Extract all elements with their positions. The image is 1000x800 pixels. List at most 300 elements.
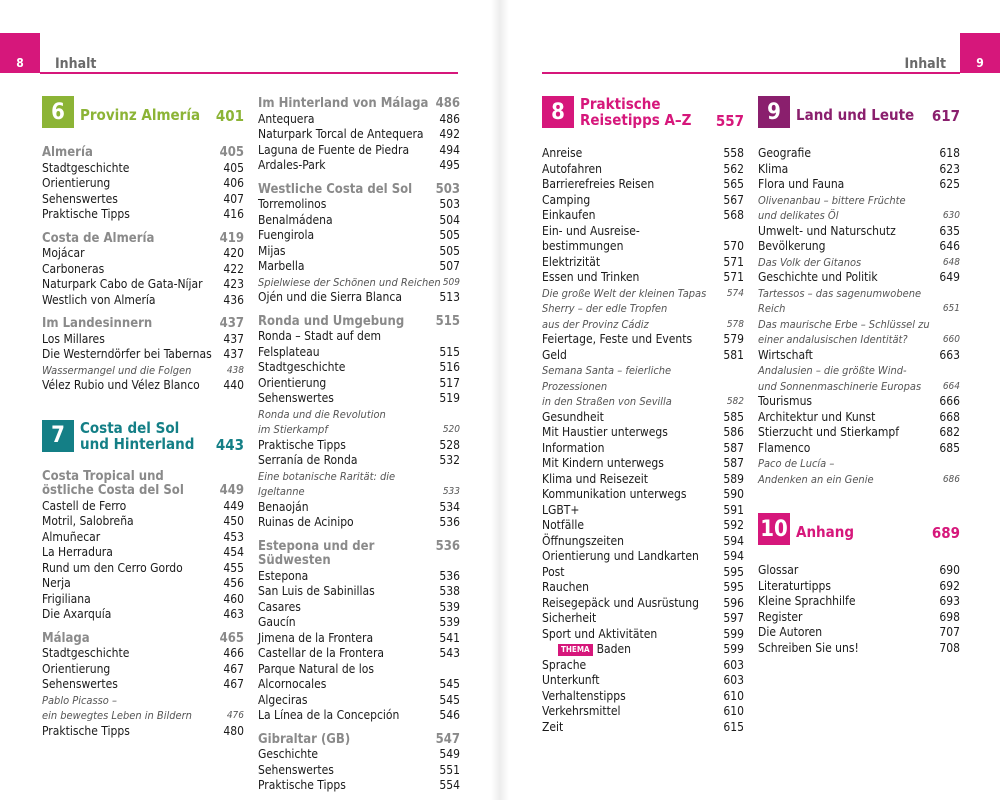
toc-entry[interactable] xyxy=(758,177,960,193)
toc-entry[interactable] xyxy=(258,290,460,306)
entry-page: 543 xyxy=(439,646,460,660)
entry-page: 668 xyxy=(939,409,960,424)
entry-page: 546 xyxy=(439,708,460,722)
entry-title: Mit Kindern unterwegs xyxy=(542,456,664,470)
toc-entry[interactable] xyxy=(758,441,960,457)
entry-title: Rauchen xyxy=(542,580,589,594)
entry-page: 690 xyxy=(939,563,960,577)
toc-entry[interactable] xyxy=(542,441,744,457)
entry-title: San Luis de Sabinillas xyxy=(258,584,375,598)
toc-entry[interactable] xyxy=(258,360,460,376)
entry-title: Antequera xyxy=(258,111,315,126)
section-page: 536 xyxy=(435,538,460,554)
entry-page: 603 xyxy=(723,657,744,672)
chapter-8-header[interactable] xyxy=(542,96,744,142)
toc-entry[interactable] xyxy=(542,456,744,472)
entry-page: 476 xyxy=(226,710,244,721)
toc-entry[interactable] xyxy=(258,778,460,794)
toc-entry[interactable] xyxy=(542,673,744,689)
toc-entry[interactable] xyxy=(542,472,744,488)
entry-title: Algeciras xyxy=(258,692,308,707)
entry-title: Sport und Aktivitäten xyxy=(542,626,658,641)
toc-entry[interactable] xyxy=(758,425,960,441)
chapter-7-page: 443 xyxy=(215,435,244,454)
entry-page: 449 xyxy=(223,498,244,513)
toc-entry[interactable] xyxy=(542,642,744,658)
entry-page: 436 xyxy=(223,292,244,307)
section-title: Westliche Costa del Sol xyxy=(258,181,413,197)
entry-title: Das maurische Erbe – Schlüssel zu einer andalusischen Identität? xyxy=(758,317,930,346)
entry-page: 463 xyxy=(223,607,244,621)
toc-entry[interactable] xyxy=(42,176,244,192)
toc-entry[interactable] xyxy=(258,708,460,724)
entry-title: Ardales-Park xyxy=(258,158,326,172)
toc-entry[interactable] xyxy=(258,646,460,662)
toc-entry[interactable] xyxy=(42,332,244,348)
section-heading[interactable] xyxy=(258,183,460,198)
toc-entry[interactable] xyxy=(758,579,960,595)
toc-entry[interactable] xyxy=(258,631,460,647)
entry-title: Sehenswertes xyxy=(258,391,334,405)
entry-page: 660 xyxy=(942,334,960,345)
entry-page: 536 xyxy=(439,568,460,583)
entry-title: Verhaltenstipps xyxy=(542,688,626,703)
entry-title: Semana Santa – feierliche Prozessionen in den Straßen von Sevilla xyxy=(542,364,672,408)
entry-title: Laguna de Fuente de Piedra xyxy=(258,142,410,157)
chapter-6-header[interactable] xyxy=(42,96,244,142)
entry-title: Baden xyxy=(596,642,631,656)
toc-entry[interactable] xyxy=(42,347,244,363)
entry-page: 597 xyxy=(723,611,744,625)
entry-title: Westlich von Almería xyxy=(42,292,156,307)
entry-title: Sherry – der edle Tropfen aus der Provinz Cádiz xyxy=(542,302,668,331)
entry-page: 405 xyxy=(223,160,244,175)
section-heading[interactable] xyxy=(42,317,244,332)
toc-entry[interactable] xyxy=(758,162,960,178)
toc-entry[interactable] xyxy=(42,207,244,223)
entry-page: 594 xyxy=(723,549,744,563)
toc-entry[interactable] xyxy=(758,410,960,426)
entry-title: Glossar xyxy=(758,563,799,577)
entry-page: 480 xyxy=(223,723,244,738)
entry-page: 615 xyxy=(723,719,744,734)
entry-page: 455 xyxy=(223,560,244,575)
chapter-10-header[interactable] xyxy=(758,513,960,559)
entry-title: Carboneras xyxy=(42,261,105,276)
entry-title: Feiertage, Feste und Events xyxy=(542,332,693,346)
toc-entry[interactable] xyxy=(542,487,744,503)
entry-title: Die Autoren xyxy=(758,625,823,639)
toc-entry[interactable] xyxy=(542,177,744,193)
section-heading[interactable] xyxy=(258,97,460,112)
toc-feature-entry[interactable] xyxy=(42,693,244,724)
toc-entry[interactable] xyxy=(42,161,244,177)
chapter-6-sections xyxy=(42,146,244,394)
toc-entry[interactable] xyxy=(258,329,460,360)
toc-entry[interactable] xyxy=(758,594,960,610)
toc-entry[interactable] xyxy=(42,499,244,515)
toc-entry[interactable] xyxy=(42,607,244,623)
chapter-7-number: 7 xyxy=(42,420,74,452)
entry-title: Die Westerndörfer bei Tabernas xyxy=(42,347,212,361)
entry-page: 450 xyxy=(223,514,244,528)
entry-page: 505 xyxy=(439,228,460,242)
toc-entry[interactable] xyxy=(258,112,460,128)
column-2-sections xyxy=(258,97,460,794)
section-page: 437 xyxy=(219,316,244,331)
toc-entry[interactable] xyxy=(542,224,744,255)
entry-page: 590 xyxy=(723,487,744,501)
toc-feature-entry[interactable] xyxy=(542,363,744,410)
toc-entry[interactable] xyxy=(42,192,244,208)
toc-feature-entry[interactable] xyxy=(758,317,960,348)
toc-entry[interactable] xyxy=(758,394,960,410)
toc-feature-entry[interactable] xyxy=(758,286,960,317)
toc-entry[interactable] xyxy=(542,596,744,612)
section-title: Ronda und Umgebung xyxy=(258,313,405,329)
entry-title: Andalusien – die größte Wind- und Sonnenmaschinerie Europas xyxy=(758,364,922,393)
entry-title: Motril, Salobreña xyxy=(42,514,134,528)
chapter-8-number: 8 xyxy=(542,96,574,128)
entry-title: Fuengirola xyxy=(258,228,315,242)
entry-title: Mojácar xyxy=(42,246,85,260)
entry-title: Orientierung und Landkarten xyxy=(542,549,699,563)
toc-feature-entry[interactable] xyxy=(258,407,460,438)
toc-entry[interactable] xyxy=(542,425,744,441)
section-heading[interactable] xyxy=(258,733,460,748)
section-page: 486 xyxy=(435,96,460,111)
entry-page: 416 xyxy=(223,207,244,221)
entry-page: 594 xyxy=(723,533,744,548)
chapter-7-sections xyxy=(42,470,244,740)
toc-entry[interactable] xyxy=(258,197,460,213)
entry-title: Naturpark Cabo de Gata-Níjar xyxy=(42,277,203,291)
entry-page: 538 xyxy=(439,584,460,598)
toc-entry[interactable] xyxy=(42,262,244,278)
entry-title: Flamenco xyxy=(758,440,811,455)
entry-page: 438 xyxy=(226,364,244,376)
toc-entry[interactable] xyxy=(542,565,744,581)
entry-page: 571 xyxy=(723,270,744,284)
entry-title: Sehenswertes xyxy=(258,762,334,777)
entry-page: 503 xyxy=(439,197,460,211)
toc-entry[interactable] xyxy=(258,569,460,585)
section-title: Almería xyxy=(42,145,93,160)
entry-page: 686 xyxy=(942,473,960,485)
entry-page: 467 xyxy=(223,661,244,676)
entry-title: Öffnungszeiten xyxy=(542,533,624,548)
left-page-number: 8 xyxy=(0,33,40,73)
entry-page: 685 xyxy=(939,440,960,455)
toc-feature-entry[interactable] xyxy=(42,363,244,379)
entry-page: 682 xyxy=(939,425,960,439)
entry-title: Literaturtipps xyxy=(758,578,832,593)
entry-title: Klima xyxy=(758,161,789,176)
entry-page: 541 xyxy=(439,630,460,645)
entry-title: Castell de Ferro xyxy=(42,498,127,513)
toc-entry[interactable] xyxy=(258,127,460,143)
entry-title: Pablo Picasso – ein bewegtes Leben in Bildern xyxy=(42,693,192,722)
entry-title: Parque Natural de los Alcornocales xyxy=(258,661,374,691)
toc-entry[interactable] xyxy=(542,255,744,271)
toc-entry[interactable] xyxy=(542,270,744,286)
entry-title: Almuñecar xyxy=(42,529,101,544)
toc-entry[interactable] xyxy=(42,293,244,309)
entry-title: Marbella xyxy=(258,259,305,273)
entry-title: La Línea de la Concepción xyxy=(258,708,400,722)
section-heading[interactable] xyxy=(42,146,244,161)
toc-entry[interactable] xyxy=(542,580,744,596)
toc-entry[interactable] xyxy=(758,224,960,240)
entry-page: 492 xyxy=(439,127,460,141)
chapter-7-title: Costa del Sol und Hinterland xyxy=(80,418,195,453)
toc-entry[interactable] xyxy=(542,720,744,736)
entry-page: 539 xyxy=(439,615,460,629)
toc-entry[interactable] xyxy=(542,193,744,209)
entry-page: 693 xyxy=(939,594,960,608)
entry-title: Flora und Fauna xyxy=(758,177,845,191)
toc-entry[interactable] xyxy=(258,747,460,763)
entry-page: 582 xyxy=(726,396,744,407)
toc-entry[interactable] xyxy=(542,348,744,364)
toc-entry[interactable] xyxy=(258,500,460,516)
toc-entry[interactable] xyxy=(42,646,244,662)
toc-entry[interactable] xyxy=(542,146,744,162)
entry-page: 610 xyxy=(723,688,744,703)
toc-entry[interactable] xyxy=(542,503,744,519)
entry-page: 707 xyxy=(939,625,960,639)
toc-entry[interactable] xyxy=(758,239,960,255)
entry-page: 549 xyxy=(439,747,460,761)
toc-feature-entry[interactable] xyxy=(758,193,960,224)
entry-title: Die große Welt der kleinen Tapas xyxy=(542,286,707,300)
entry-page: 586 xyxy=(723,425,744,439)
toc-entry[interactable] xyxy=(258,515,460,531)
section-heading[interactable] xyxy=(42,632,244,647)
toc-entry[interactable] xyxy=(258,615,460,631)
entry-title: Paco de Lucía – Andenken an ein Genie xyxy=(758,457,874,486)
section-heading[interactable] xyxy=(42,470,244,499)
entry-title: Geografie xyxy=(758,146,811,160)
toc-entry[interactable] xyxy=(42,677,244,693)
right-page-number: 9 xyxy=(960,33,1000,73)
toc-entry[interactable] xyxy=(758,270,960,286)
entry-title: Wirtschaft xyxy=(758,347,813,362)
toc-entry[interactable] xyxy=(258,376,460,392)
entry-page: 515 xyxy=(439,344,460,359)
toc-feature-entry[interactable] xyxy=(758,363,960,394)
entry-page: 423 xyxy=(223,277,244,291)
entry-page: 630 xyxy=(942,210,960,221)
toc-entry[interactable] xyxy=(258,453,460,469)
entry-title: Benalmádena xyxy=(258,212,333,227)
entry-title: Klima und Reisezeit xyxy=(542,471,649,486)
entry-page: 567 xyxy=(723,192,744,207)
entry-title: Torremolinos xyxy=(258,197,327,211)
entry-title: Ruinas de Acinipo xyxy=(258,515,354,529)
entry-page: 595 xyxy=(723,580,744,594)
entry-page: 509 xyxy=(442,276,460,288)
toc-feature-entry[interactable] xyxy=(758,456,960,487)
chapter-10-number: 10 xyxy=(758,513,790,545)
chapter-9-number: 9 xyxy=(758,96,790,128)
section-title: Costa Tropical und östliche Costa del Sol xyxy=(42,468,184,498)
entry-page: 467 xyxy=(223,677,244,691)
entry-page: 437 xyxy=(223,347,244,361)
toc-entry[interactable] xyxy=(542,627,744,643)
toc-feature-entry[interactable] xyxy=(758,255,960,271)
entry-title: Castellar de la Frontera xyxy=(258,646,384,660)
toc-column-1 xyxy=(42,96,244,739)
toc-entry[interactable] xyxy=(542,689,744,705)
toc-entry[interactable] xyxy=(258,228,460,244)
toc-entry[interactable] xyxy=(542,162,744,178)
chapter-9-title: Land und Leute xyxy=(796,106,915,124)
toc-entry[interactable] xyxy=(258,391,460,407)
chapter-6-title: Provinz Almería xyxy=(80,106,201,124)
entry-page: 504 xyxy=(439,212,460,227)
entry-page: 623 xyxy=(939,161,960,176)
entry-page: 440 xyxy=(223,378,244,392)
entry-title: Autofahren xyxy=(542,161,602,176)
toc-entry[interactable] xyxy=(542,208,744,224)
entry-page: 648 xyxy=(942,256,960,268)
entry-page: 456 xyxy=(223,576,244,590)
section-heading[interactable] xyxy=(42,232,244,247)
chapter-9-header[interactable] xyxy=(758,96,960,142)
toc-feature-entry[interactable] xyxy=(258,469,460,500)
chapter-7-header[interactable] xyxy=(42,420,244,466)
entry-page: 570 xyxy=(723,239,744,253)
entry-title: Vélez Rubio und Vélez Blanco xyxy=(42,378,200,392)
entry-page: 664 xyxy=(942,380,960,392)
entry-page: 533 xyxy=(442,486,460,497)
entry-title: Tartessos – das sagenumwobene Reich xyxy=(758,286,922,315)
toc-entry[interactable] xyxy=(42,277,244,293)
entry-title: Jimena de la Frontera xyxy=(258,630,374,645)
entry-page: 507 xyxy=(439,259,460,273)
section-page: 515 xyxy=(435,313,460,329)
toc-entry[interactable] xyxy=(258,259,460,275)
toc-feature-entry[interactable] xyxy=(258,275,460,291)
toc-entry[interactable] xyxy=(758,625,960,641)
toc-entry[interactable] xyxy=(42,662,244,678)
toc-entry[interactable] xyxy=(42,545,244,561)
toc-column-4 xyxy=(758,96,960,656)
entry-title: Geschichte und Politik xyxy=(758,270,878,284)
entry-title: Anreise xyxy=(542,146,583,160)
entry-title: Zeit xyxy=(542,719,564,734)
section-title: Estepona und der Südwesten xyxy=(258,538,375,568)
toc-entry[interactable] xyxy=(542,410,744,426)
section-heading[interactable] xyxy=(258,315,460,330)
entry-title: Barrierefreies Reisen xyxy=(542,177,655,191)
entry-title: Notfälle xyxy=(542,518,584,532)
toc-entry[interactable] xyxy=(42,592,244,608)
section-title: Gibraltar (GB) xyxy=(258,731,351,747)
entry-title: Stadtgeschichte xyxy=(258,360,346,374)
entry-title: Mijas xyxy=(258,243,286,258)
entry-title: Ojén und die Sierra Blanca xyxy=(258,290,402,304)
toc-entry[interactable] xyxy=(42,561,244,577)
entry-page: 420 xyxy=(223,246,244,260)
toc-entry[interactable] xyxy=(258,662,460,693)
entry-page: 558 xyxy=(723,146,744,160)
entry-page: 517 xyxy=(439,375,460,390)
toc-entry[interactable] xyxy=(258,584,460,600)
entry-title: Rund um den Cerro Gordo xyxy=(42,560,183,575)
entry-title: Spielwiese der Schönen und Reichen xyxy=(258,275,441,289)
toc-entry[interactable] xyxy=(542,534,744,550)
toc-entry[interactable] xyxy=(542,549,744,565)
entry-title: Casares xyxy=(258,599,301,614)
toc-entry[interactable] xyxy=(758,610,960,626)
toc-entry[interactable] xyxy=(42,246,244,262)
entry-title: Camping xyxy=(542,192,591,207)
entry-page: 635 xyxy=(939,223,960,238)
entry-page: 495 xyxy=(439,158,460,172)
toc-entry[interactable] xyxy=(258,693,460,709)
toc-entry[interactable] xyxy=(258,213,460,229)
toc-entry[interactable] xyxy=(758,348,960,364)
toc-entry[interactable] xyxy=(42,514,244,530)
entry-title: Verkehrsmittel xyxy=(542,704,621,718)
toc-entry[interactable] xyxy=(542,611,744,627)
toc-entry[interactable] xyxy=(258,438,460,454)
entry-title: Orientierung xyxy=(258,375,327,390)
toc-entry[interactable] xyxy=(542,332,744,348)
section-page: 405 xyxy=(219,145,244,160)
entry-title: Das Volk der Gitanos xyxy=(758,255,862,269)
toc-feature-entry[interactable] xyxy=(542,301,744,332)
toc-entry[interactable] xyxy=(258,143,460,159)
entry-title: Praktische Tipps xyxy=(42,723,130,738)
left-header-rule xyxy=(40,72,458,74)
entry-title: LGBT+ xyxy=(542,502,580,517)
entry-title: Sehenswertes xyxy=(42,191,118,206)
toc-entry[interactable] xyxy=(542,658,744,674)
entry-title: Gesundheit xyxy=(542,409,604,424)
entry-title: Praktische Tipps xyxy=(258,778,346,792)
entry-page: 453 xyxy=(223,529,244,544)
entry-title: Wassermangel und die Folgen xyxy=(42,363,192,377)
entry-title: Stierzucht und Stierkampf xyxy=(758,425,900,439)
toc-entry[interactable] xyxy=(42,530,244,546)
toc-entry[interactable] xyxy=(258,600,460,616)
chapter-8-items xyxy=(542,146,744,735)
toc-entry[interactable] xyxy=(258,158,460,174)
entry-title: Essen und Trinken xyxy=(542,270,640,284)
entry-page: 589 xyxy=(723,471,744,486)
toc-entry[interactable] xyxy=(758,641,960,657)
toc-entry[interactable] xyxy=(42,576,244,592)
entry-title: Elektrizität xyxy=(542,254,601,269)
toc-entry[interactable] xyxy=(758,563,960,579)
toc-feature-entry[interactable] xyxy=(542,286,744,302)
section-heading[interactable] xyxy=(258,540,460,569)
toc-entry[interactable] xyxy=(542,704,744,720)
entry-page: 568 xyxy=(723,208,744,222)
right-header-title: Inhalt xyxy=(904,56,946,72)
toc-entry[interactable] xyxy=(258,763,460,779)
toc-entry[interactable] xyxy=(542,518,744,534)
toc-entry[interactable] xyxy=(42,724,244,740)
toc-entry[interactable] xyxy=(758,146,960,162)
toc-entry[interactable] xyxy=(42,378,244,394)
entry-page: 437 xyxy=(223,331,244,346)
entry-title: Benaoján xyxy=(258,499,309,514)
toc-entry[interactable] xyxy=(258,244,460,260)
